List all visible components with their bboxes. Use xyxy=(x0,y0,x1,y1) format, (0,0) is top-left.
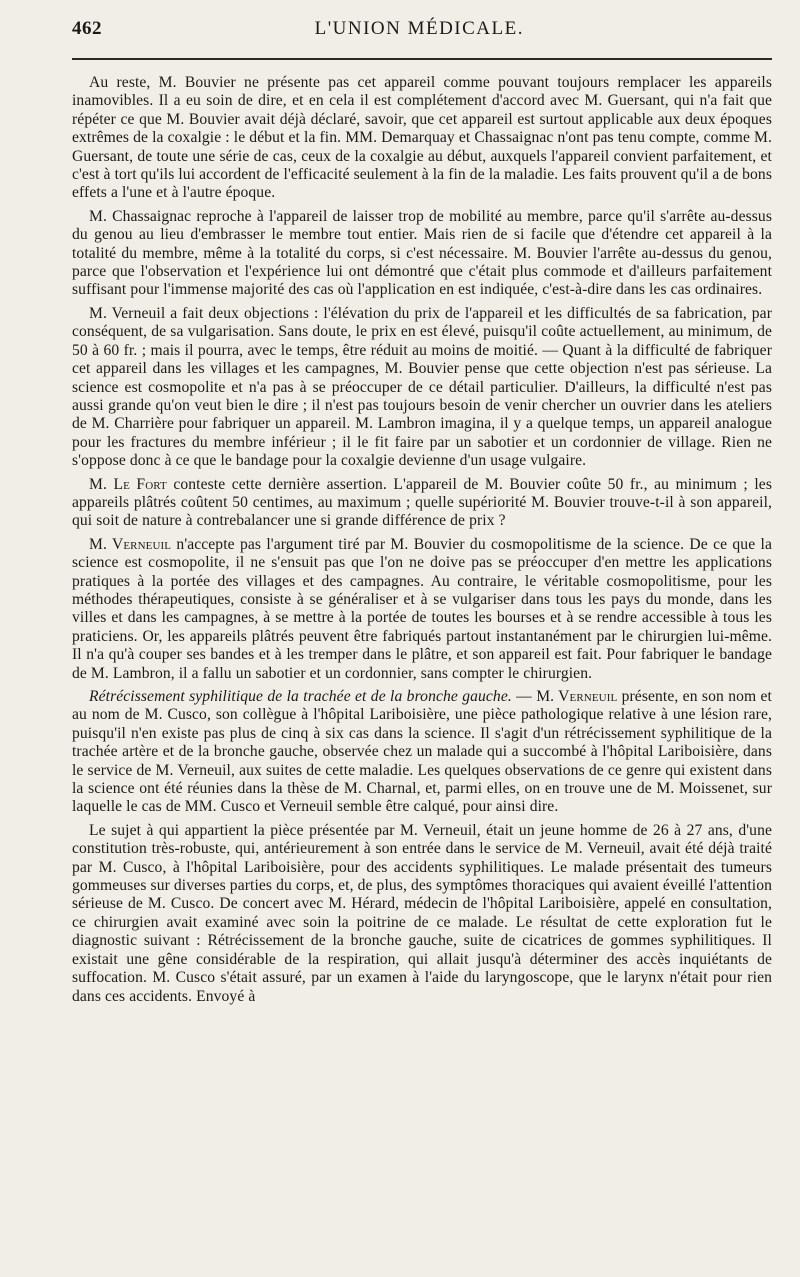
paragraph-4 xyxy=(72,476,772,531)
journal-title: L'UNION MÉDICALE. xyxy=(314,18,524,39)
paragraph-text: Au reste, M. Bouvier ne présente pas cet appareil comme pouvant toujours remplacer les appareils inamovibles. Il a eu soin de dire, et en cela il est complétement d'accord avec M. Guersant, qui n'a fait que répéter ce que M. Bouvier avait déjà déclaré, savoir, que cet appareil est surtout applicable aux deux époques extrêmes de la coxalgie : le début et la fin. MM. Demarquay et Chassaignac n'ont pas tenu compte, comme M. Guersant, de toute une série de cas, ceux de la coxalgie au début, auxquels l'appareil convient parfaitement, et c'est à tort qu'ils lui accordent de l'efficacité seulement à la fin de la maladie. Les faits prouvent qu'il a de bons effets a l'une et à l'autre époque. xyxy=(72,74,772,202)
running-head xyxy=(72,18,772,58)
paragraph-7 xyxy=(72,822,772,1006)
speaker-name: M. Verneuil xyxy=(536,688,618,705)
paragraph-text: conteste cette dernière assertion. L'appareil de M. Bouvier coûte 50 fr., au minimum ; les appareils plâtrés coûtent 50 centimes, au maximum ; quelle supériorité M. Bouvier trouve-t-il à son appareil, qui soit de nature à contrebalancer une si grande différence de prix ? xyxy=(72,475,772,530)
paragraph-2 xyxy=(72,208,772,300)
dash-separator: — xyxy=(511,688,537,705)
paragraph-3 xyxy=(72,305,772,471)
speaker-name: M. Verneuil xyxy=(89,535,172,553)
header-rule xyxy=(72,58,772,60)
paragraph-text: M. Verneuil a fait deux objections : l'élévation du prix de l'appareil et les difficultés de sa fabrication, par conséquent, de sa vulgarisation. Sans doute, le prix en est élevé, puisqu'il coûte actuellement, au minimum, de 50 à 60 fr. ; mais il pourra, avec le temps, être réduit au moins de moitié. — Quant à la difficulté de fabriquer cet appareil dans les villages et les campagnes, M. Bouvier pense que cette objection n'est pas sérieuse. La science est cosmopolite et n'a pas à se préoccuper de ce détail particulier. D'ailleurs, la difficulté n'est pas aussi grande qu'on veut bien le dire ; il n'est pas toujours besoin de venir chercher un ouvrier dans les ateliers de M. Charrière pour fabriquer un appareil. M. Lambron imagina, il y a quelque temps, un appareil analogue pour les fractures du membre inférieur ; il le fit faire par un sabotier et un cordonnier de village. Rien ne s'oppose donc à ce que le bandage pour la coxalgie devienne d'un usage vulgaire. xyxy=(72,304,772,470)
paragraph-1 xyxy=(72,74,772,203)
section-title: Rétrécissement syphilitique de la trachée et de la bronche gauche. xyxy=(89,688,512,705)
paragraph-5 xyxy=(72,536,772,683)
article-body xyxy=(72,74,772,1006)
paragraph-text: n'accepte pas l'argument tiré par M. Bouvier du cosmopolitisme de la science. De ce que la science est cosmopolite, il ne s'ensuit pas que l'on ne doive pas se préoccuper d'en mettre les applications pratiques à la portée des villages et des campagnes. Au contraire, le véritable cosmopolitisme, pour les méthodes thérapeutiques, consiste à se généraliser et à se vulgariser dans tous les pays du monde, dans les villes et dans les campagnes, à se mettre à la portée de toutes les bourses et à se rendre accessible à tous les praticiens. Or, les appareils plâtrés peuvent être fabriqués partout instantanément par le chirurgien lui-même. Il n'a qu'à couper ses bandes et à les tremper dans le plâtre, et son appareil est fait. Pour fabriquer le bandage de M. Lambron, il a fallu un sabotier et un cordonnier, sans compter le chirurgien. xyxy=(72,535,772,682)
paragraph-text: Le sujet à qui appartient la pièce présentée par M. Verneuil, était un jeune homme de 26 à 27 ans, d'une constitution très-robuste, qui, antérieurement à son entrée dans le service de M. Verneuil, avait été déjà traité par M. Cusco, à l'hôpital Lariboisière, pour des accidents syphilitiques. Le malade présentait des tumeurs gommeuses sur diverses parties du corps, et, de plus, des symptômes thoraciques qui avaient éveillé l'attention sérieuse de M. Cusco. De concert avec M. Hérard, médecin de l'hôpital Lariboisière, appelé en consultation, ce chirurgien avait examiné avec soin la poitrine de ce malade. Le résultat de cette exploration fut le diagnostic suivant : Rétrécissement de la bronche gauche, suite de cicatrices de gommes syphilitiques. Il existait une gêne considérable de la respiration, qui allait jusqu'à déterminer des accès inquiétants de suffocation. M. Cusco s'était assuré, par un examen à l'aide du laryngoscope, que le larynx n'était pour rien dans ces accidents. Envoyé à xyxy=(72,821,772,1005)
paragraph-6 xyxy=(72,688,772,817)
paragraph-text: présente, en son nom et au nom de M. Cusco, son collègue à l'hôpital Lariboisière, une pièce pathologique relative à une lésion rare, puisqu'il n'en existe pas plus de cinq à six cas dans la science. Il s'agit d'un rétrécissement syphilitique de la trachée artère et de la bronche gauche, observée chez un malade qui a succombé à l'hôpital Lariboisière, dans le service de M. Verneuil, aux suites de cette maladie. Les quelques observations de ce genre qui existent dans la science ont été réunies dans la thèse de M. Charnal, et, parmi elles, on en trouve une de M. Moissenet, sur laquelle le cas de MM. Cusco et Verneuil semble être calqué, pour ainsi dire. xyxy=(72,688,772,816)
page-number: 462 xyxy=(72,18,102,39)
paragraph-text: M. Chassaignac reproche à l'appareil de laisser trop de mobilité au membre, parce qu'il s'arrête au-dessus du genou au lieu d'embrasser le membre tout entier. Mais rien de si facile que d'étendre cet appareil à la totalité du membre, même à la totalité du corps, si c'est nécessaire. M. Bouvier l'arrête au-dessus du genou, parce que l'observation et l'expérience lui ont démontré que c'était plus commode et d'ailleurs parfaitement suffisant pour l'immense majorité des cas où l'application en est indiquée, c'est-à-dire dans les cas ordinaires. xyxy=(72,207,772,299)
speaker-name: M. Le Fort xyxy=(89,475,167,493)
